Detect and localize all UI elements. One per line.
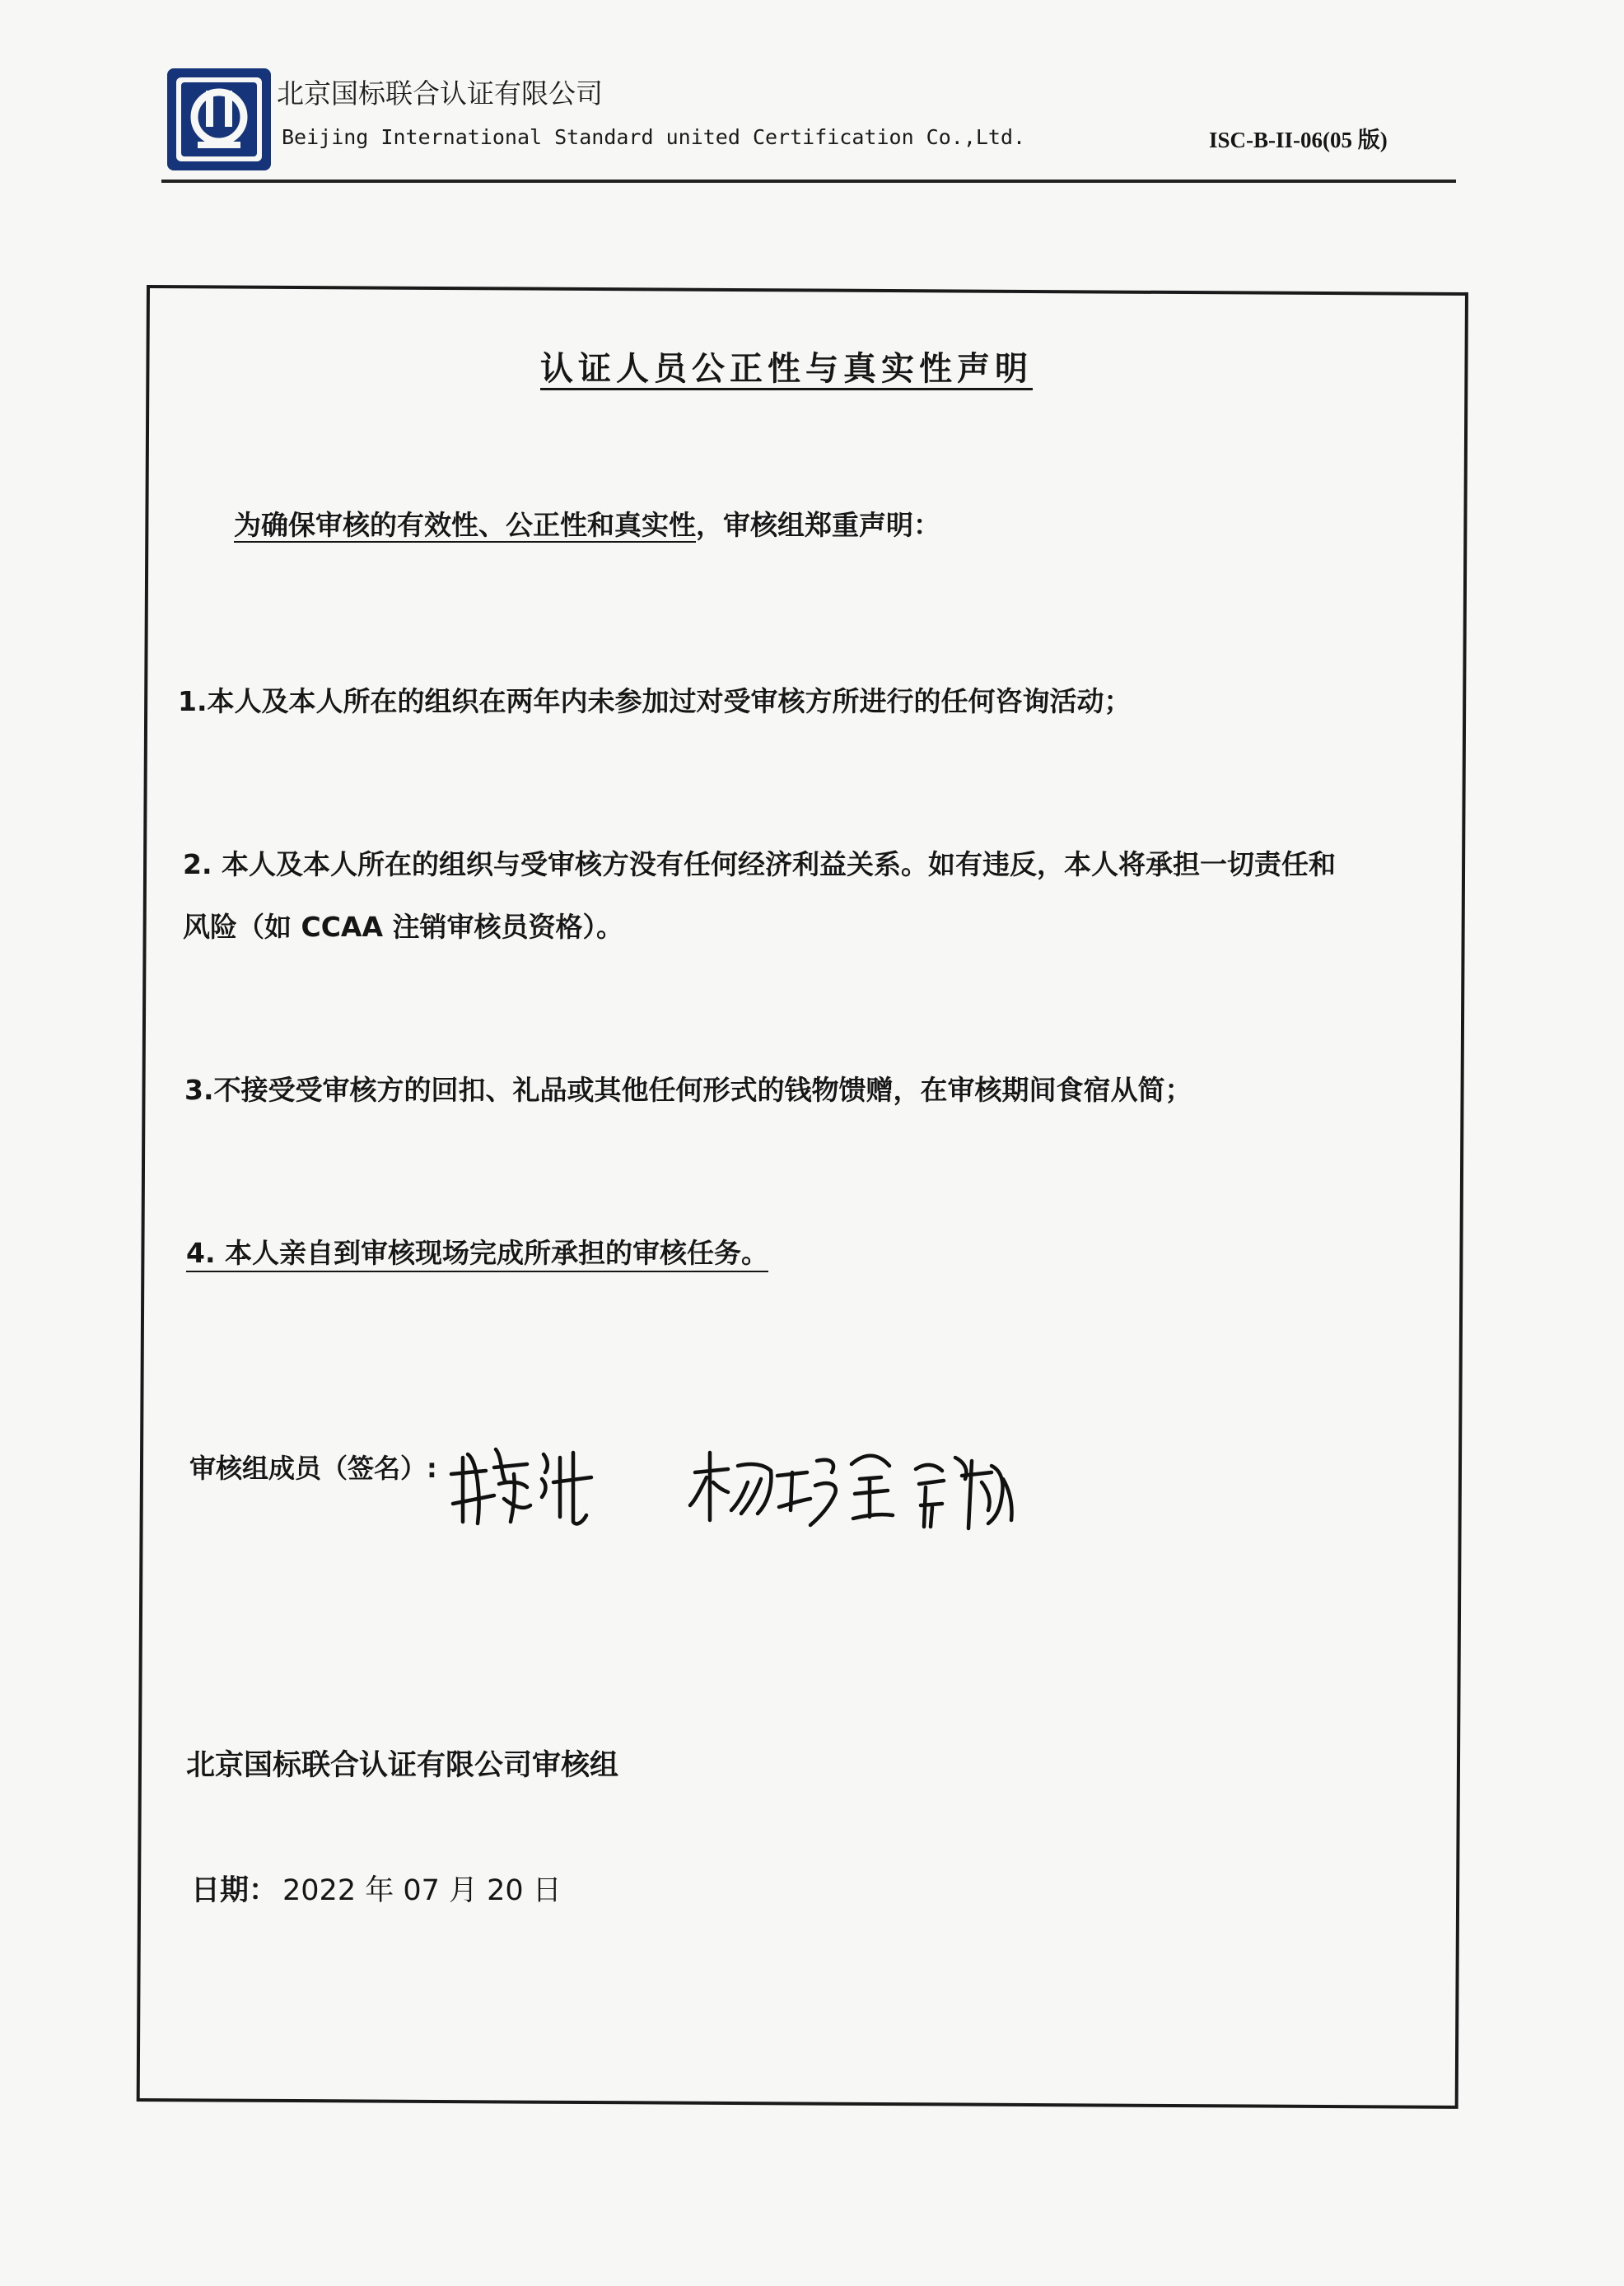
declaration-item-1: 1.本人及本人所在的组织在两年内未参加过对受审核方所进行的任何咨询活动； — [178, 685, 1132, 717]
company-logo — [165, 66, 273, 173]
intro-paragraph — [234, 504, 940, 543]
declaration-frame — [137, 285, 1468, 2109]
intro-underlined-text: 为确保审核的有效性、公正性和真实性 — [234, 509, 696, 541]
intro-rest-text: ，审核组郑重声明： — [696, 509, 940, 541]
signature-1 — [451, 1449, 591, 1523]
date-value: 2022 年 07 月 20 日 — [282, 1874, 562, 1907]
date-label: 日期： — [191, 1874, 278, 1907]
declaration-item-3: 3.不接受受审核方的回扣、礼品或其他任何形式的钱物馈赠，在审核期间食宿从简； — [184, 1074, 1192, 1106]
declaration-item-2-line-1: 2. 本人及本人所在的组织与受审核方没有任何经济利益关系。如有违反，本人将承担一切责任和 — [183, 848, 1336, 880]
document-title: 认证人员公正性与真实性声明 — [540, 350, 1033, 388]
company-name-en: Beijing International Standard united Certification Co.,Ltd. — [282, 125, 1026, 149]
declaration-item-4: 4. 本人亲自到审核现场完成所承担的审核任务。 — [186, 1237, 768, 1269]
document-code: ISC-B-II-06(05 版) — [1209, 128, 1388, 152]
signature-3 — [916, 1458, 1012, 1528]
audit-team-organization: 北京国标联合认证有限公司审核组 — [186, 1749, 619, 1782]
declaration-item-2-line-2: 风险（如 CCAA 注销审核员资格）。 — [183, 911, 623, 943]
company-name-cn: 北京国标联合认证有限公司 — [277, 77, 603, 110]
header-divider — [161, 180, 1456, 183]
signature-label: 审核组成员（签名）: — [189, 1453, 437, 1484]
handwritten-signatures — [445, 1425, 1046, 1548]
date-line — [191, 1868, 562, 1909]
signature-2 — [690, 1453, 893, 1525]
